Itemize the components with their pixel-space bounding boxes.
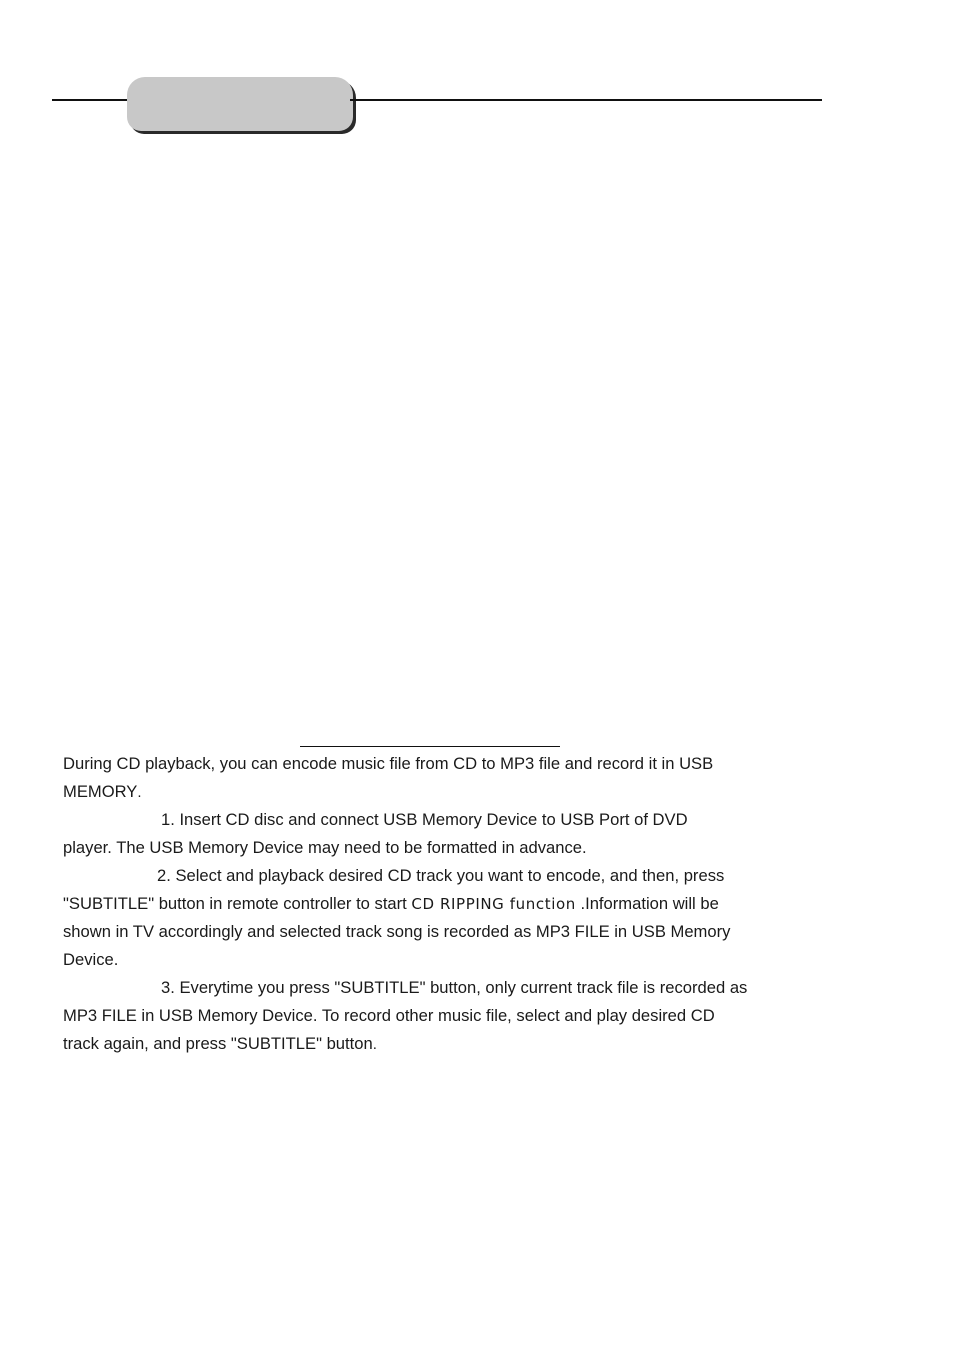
step-1-line-1: 1. Insert CD disc and connect USB Memory Device to USB Port of DVD: [161, 810, 688, 829]
intro-line-2-period: .: [137, 784, 142, 801]
step-2-line-2-end: .Information will be: [575, 894, 719, 913]
header-rule-right: [350, 99, 822, 101]
step-3-line-3-text: track again, and press "SUBTITLE" button: [63, 1034, 373, 1053]
section-title-underline: [300, 746, 560, 747]
header-title-tab: [127, 77, 353, 131]
intro-line-1: During CD playback, you can encode music file from CD to MP3 file and record it in USB: [63, 754, 714, 773]
step-3-line-1-rest: . Everytime you press "SUBTITLE" button, only current track file is recorded as: [170, 978, 748, 997]
step-1-line-2: player. The USB Memory Device may need to be formatted in advance.: [63, 838, 587, 857]
step-3-number: 3: [161, 978, 171, 997]
header-rule-left: [52, 99, 132, 101]
step-2-line-2-start: "SUBTITLE" button in remote controller to start: [63, 894, 412, 913]
step-3-line-1: [63, 974, 823, 1002]
section-body: [63, 750, 823, 1058]
intro-line-2-text: MEMORY: [63, 782, 138, 801]
step-2-line-4: Device.: [63, 950, 119, 969]
step-2-line-1: 2. Select and playback desired CD track you want to encode, and then, press: [157, 866, 725, 885]
intro-line-2: [63, 778, 823, 806]
cd-ripping-function-label: CD RIPPING function: [411, 895, 576, 913]
step-3-line-3-period: .: [372, 1036, 377, 1053]
step-2-line-2: [63, 890, 823, 918]
step-2-line-3: shown in TV accordingly and selected track song is recorded as MP3 FILE in USB Memory: [63, 922, 731, 941]
step-3-line-2: MP3 FILE in USB Memory Device. To record other music file, select and play desired CD: [63, 1006, 715, 1025]
step-3-line-3: [63, 1030, 823, 1058]
